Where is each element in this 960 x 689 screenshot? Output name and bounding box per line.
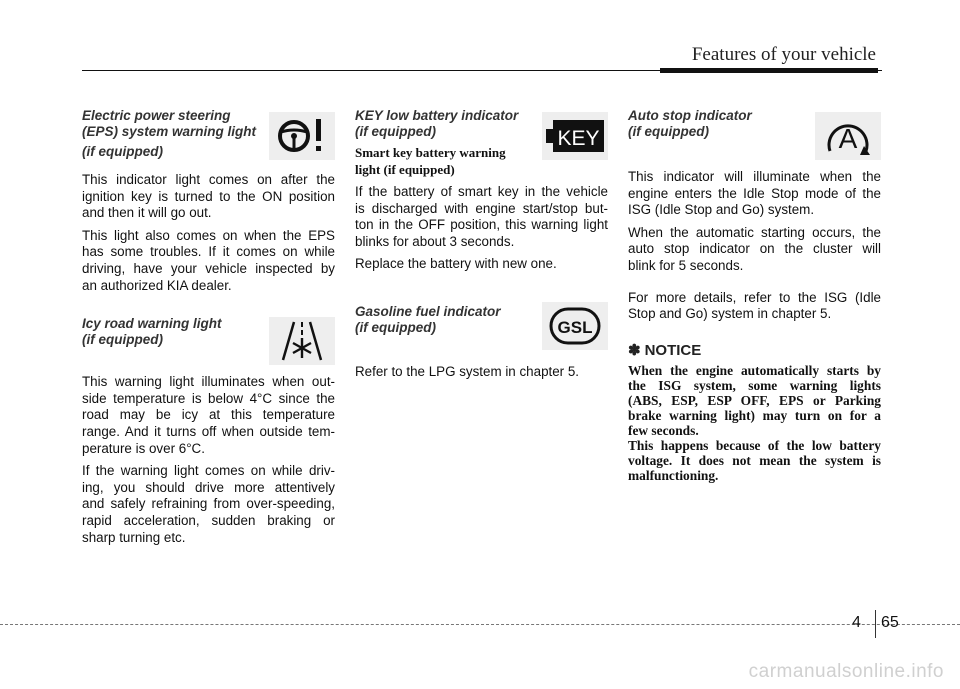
body-line: If the warning light comes on while driv-: [82, 463, 335, 479]
key-title: [355, 108, 530, 140]
body-line: If the battery of smart key in the vehicle: [355, 184, 608, 199]
notice-line: brake warning light) may turn on for a: [628, 407, 881, 423]
key-icon-label: KEY: [557, 127, 600, 150]
body-line: Refer to the LPG system in chapter 5.: [355, 363, 580, 379]
icy-paragraph-1: [82, 374, 335, 457]
gsl-icon-label: GSL: [557, 317, 593, 337]
body-line: auto stop indicator on the cluster will: [628, 241, 881, 257]
gsl-fuel-icon: [542, 302, 608, 350]
body-line: This indicator light comes on after the: [82, 172, 335, 187]
chapter-number: 4: [852, 614, 861, 631]
notice-line: voltage. It does not mean the system is: [628, 452, 881, 468]
auto-stop-title: [628, 108, 803, 140]
key-section: [355, 108, 608, 273]
gsl-title-line: (if equipped): [355, 319, 436, 335]
notice-line: the ISG system, some warning lights: [628, 377, 881, 393]
footer-rule: [0, 624, 960, 625]
notice-box: [628, 341, 881, 483]
page-number: 65: [881, 614, 899, 631]
body-line: ton in the OFF position, this warning light: [355, 217, 608, 233]
gsl-paragraph-1: [355, 364, 608, 381]
body-line: is discharged with engine start/stop but-: [355, 200, 608, 216]
snowflake-road-icon: [269, 317, 335, 365]
eps-title-line: (EPS) system warning light: [82, 124, 257, 139]
column-right: [628, 108, 881, 483]
column-left: [82, 108, 335, 546]
steering-wheel-exclamation-icon: [269, 112, 335, 160]
page-number-divider: [875, 610, 876, 638]
icy-paragraph-2: [82, 463, 335, 546]
gsl-section: [355, 304, 608, 381]
notice-line: This happens because of the low battery: [628, 437, 881, 453]
body-line: has some troubles. If it comes on while: [82, 244, 335, 260]
gsl-title-line: Gasoline fuel indicator: [355, 303, 501, 319]
column-middle: [355, 108, 608, 381]
key-title-line: KEY low battery indicator: [355, 108, 519, 123]
key-subtitle-line: light (if equipped): [355, 162, 455, 177]
notice-text: [628, 363, 881, 483]
body-line: ing, you should drive more attentively: [82, 479, 335, 495]
notice-label: NOTICE: [644, 341, 702, 359]
body-line: perature is over 6°C.: [82, 440, 205, 456]
body-line: range. And it turns off when outside tem-: [82, 423, 335, 439]
body-line: and then it will go out.: [82, 205, 212, 221]
key-paragraph-2: [355, 256, 608, 273]
running-header: Features of your vehicle: [691, 44, 876, 65]
body-line: For more details, refer to the ISG (Idle: [628, 289, 881, 305]
icy-section: [82, 316, 335, 546]
key-title-line: (if equipped): [355, 124, 436, 139]
body-line: ignition key is turned to the ON position: [82, 188, 335, 204]
auto-stop-paragraph-3: [628, 290, 881, 323]
body-line: blinks for about 3 seconds.: [355, 233, 515, 249]
body-line: When the automatic starting occurs, the: [628, 224, 881, 240]
key-subtitle-line: Smart key battery warning: [355, 145, 506, 160]
eps-section: [82, 108, 335, 294]
auto-stop-title-line: Auto stop indicator: [628, 108, 752, 123]
icy-title: [82, 316, 257, 348]
notice-heading: [628, 341, 881, 359]
body-line: This light also comes on when the EPS: [82, 227, 335, 243]
body-line: ISG (Idle Stop and Go) system.: [628, 202, 815, 218]
body-line: blink for 5 seconds.: [628, 257, 744, 273]
body-line: Stop and Go) system in chapter 5.: [628, 306, 832, 322]
body-line: side temperature is below 4°C since the: [82, 390, 335, 406]
gsl-title: [355, 304, 530, 336]
eps-paragraph-1: [82, 172, 335, 222]
header-rule-accent: [660, 68, 878, 73]
auto-stop-title-line: (if equipped): [628, 124, 709, 139]
eps-title-line: Electric power steering: [82, 108, 231, 123]
body-line: rapid acceleration, sudden braking or: [82, 512, 335, 528]
key-battery-icon: [542, 112, 608, 160]
eps-paragraph-2: [82, 228, 335, 294]
notice-mark-icon: ✽: [628, 341, 641, 359]
eps-title: [82, 108, 257, 160]
auto-stop-icon-label: A: [838, 123, 858, 154]
body-line: sharp turning etc.: [82, 529, 186, 545]
body-line: driving, have your vehicle inspected by: [82, 260, 335, 276]
icy-title-line: Icy road warning light: [82, 316, 222, 332]
body-line: Replace the battery with new one.: [355, 256, 557, 272]
watermark: carmanualsonline.info: [748, 661, 944, 682]
notice-line: (ABS, ESP, ESP OFF, EPS or Parking: [628, 392, 881, 408]
notice-line: malfunctioning.: [628, 467, 719, 483]
body-line: This warning light illuminates when out-: [82, 374, 335, 390]
key-paragraph-1: [355, 184, 608, 250]
body-line: This indicator will illuminate when the: [628, 169, 881, 184]
body-line: engine enters the Idle Stop mode of the: [628, 185, 881, 201]
body-line: an authorized KIA dealer.: [82, 277, 232, 293]
auto-stop-icon: [815, 112, 881, 160]
icy-title-line: (if equipped): [82, 332, 163, 348]
key-subtitle: [355, 144, 530, 178]
auto-stop-paragraph-1: [628, 169, 881, 219]
notice-line: When the engine automatically starts by: [628, 362, 881, 378]
auto-stop-paragraph-2: [628, 225, 881, 275]
notice-line: few seconds.: [628, 422, 699, 438]
auto-stop-section: [628, 108, 881, 323]
body-line: and safely refraining from over-speeding,: [82, 496, 335, 512]
eps-title-line: (if equipped): [82, 144, 163, 159]
body-line: road may be icy at this temperature: [82, 407, 335, 423]
